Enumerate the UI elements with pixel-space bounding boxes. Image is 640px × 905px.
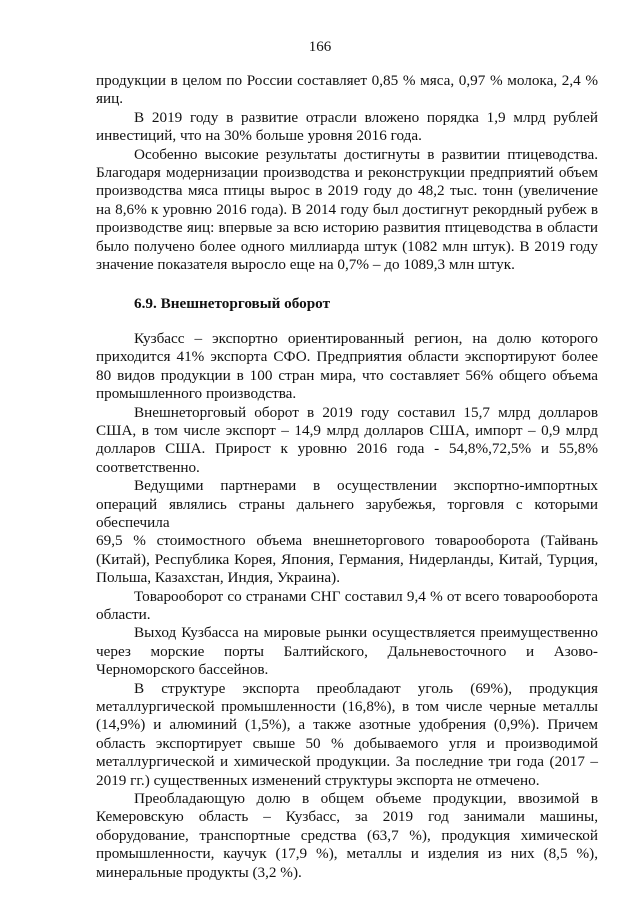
paragraph: В структуре экспорта преобладают уголь (69%), продукция металлургической промышленности (16,8%), в том числе черные металлы (14,9%) и алюминий (1,5%), а также азотные удобрения (0,9%). Причем область экспортирует свыше 50 % добываемого угля и производимой металлургической и химической продукции. За последние три года (2017 – 2019 гг.) существенных изменений структуры экспорта не отмечено. [96, 679, 598, 789]
paragraph: Преобладающую долю в общем объеме продукции, ввозимой в Кемеровскую область – Кузбасс, за 2019 год занимали машины, оборудование, транспортные средства (63,7 %), продукция химической промышленности, каучук (17,9 %), металлы и изделия из них (8,5 %), минеральные продукты (3,2 %). [96, 790, 598, 881]
paragraph: Внешнеторговый оборот в 2019 году составил 15,7 млрд долларов США, в том числе экспорт – 14,9 млрд долларов США, импорт – 0,9 млрд долларов США. Прирост к уровню 2016 года - 54,8%,72,5% и 55,8% соответственно. [96, 403, 598, 476]
paragraph: Ведущими партнерами в осуществлении экспортно-импортных операций являлись страны дальнего зарубежья, торговля с которыми обеспечила [96, 477, 598, 531]
paragraphs-after-section [96, 330, 598, 882]
paragraph: Товарооборот со странами СНГ составил 9,4 % от всего товарооборота области. [96, 587, 598, 623]
paragraph: В 2019 году в развитие отрасли вложено порядка 1,9 млрд рублей инвестиций, что на 30% больше уровня 2016 года. [96, 108, 598, 145]
paragraph: 69,5 % стоимостного объема внешнеторгового товарооборота (Тайвань (Китай), Республика Корея, Япония, Германия, Нидерланды, Китай, Турция, Польша, Казахстан, Индия, Украина). [96, 532, 598, 587]
paragraph: продукции в целом по России составляет 0,85 % мяса, 0,97 % молока, 2,4 % яиц. [96, 72, 598, 108]
section-heading: 6.9. Внешнеторговый оборот [134, 295, 331, 313]
paragraph: Особенно высокие результаты достигнуты в развитии птицеводства. Благодаря модернизации производства и реконструкции предприятий объем производства мяса птицы вырос в 2019 году до 48,2 тыс. тонн (увеличение на 8,6% к уровню 2016 года). В 2014 году был достигнут рекордный рубеж в производстве яиц: впервые за всю историю развития птицеводства в области было получено более одного миллиарда штук (1082 млн штук). В 2019 году значение показателя выросло еще на 0,7% – до 1089,3 млн штук. [96, 145, 598, 274]
page-number: 166 [308, 39, 332, 55]
page-content [96, 72, 598, 882]
paragraph: Кузбасс – экспортно ориентированный регион, на долю которого приходится 41% экспорта СФО. Предприятия области экспортируют более 80 видов продукции в 100 стран мира, что составляет 56% общего объема промышленного производства. [96, 329, 598, 403]
paragraph: Выход Кузбасса на мировые рынки осуществляется преимущественно через морские порты Балтийского, Дальневосточного и Азово-Черноморского бассейнов. [96, 624, 598, 679]
paragraphs-before-section [96, 72, 598, 274]
